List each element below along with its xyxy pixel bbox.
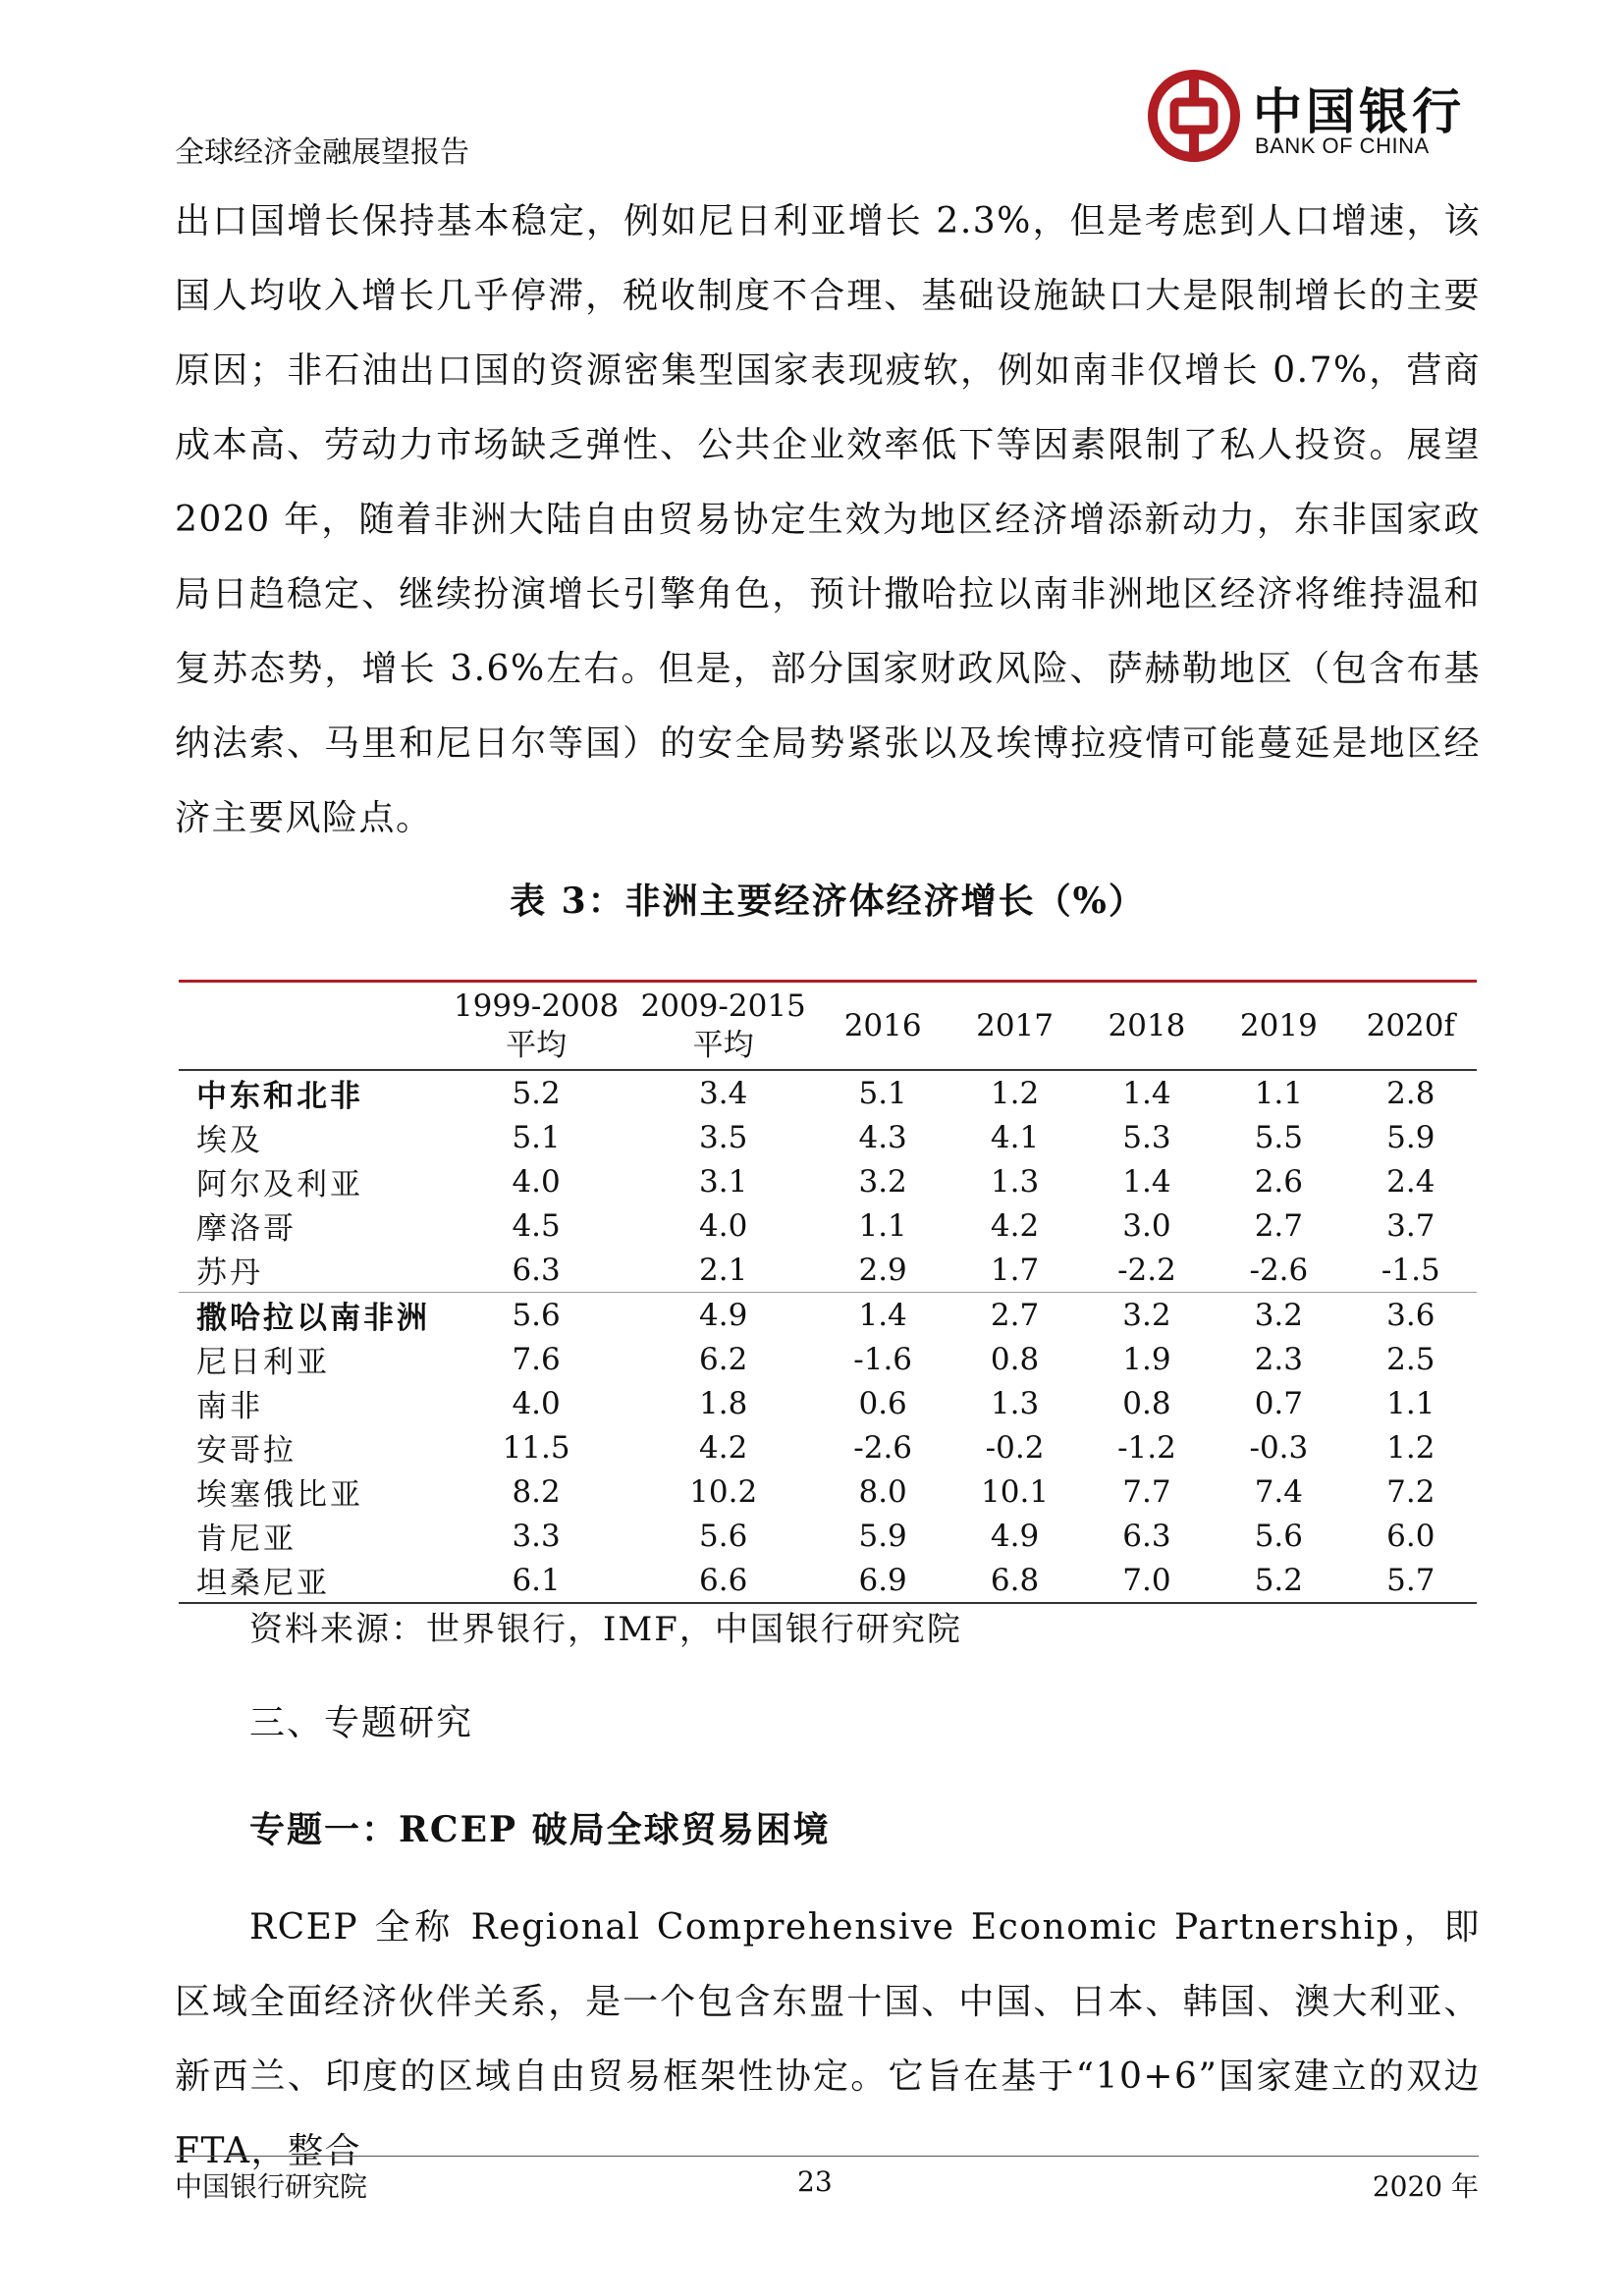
growth-value-cell: 3.6	[1345, 1293, 1477, 1338]
country-name-cell: 安哥拉	[196, 1433, 297, 1468]
growth-value-cell: 5.1	[858, 1075, 907, 1111]
growth-value-cell: 2.7	[1254, 1207, 1304, 1244]
growth-value-cell: 4.2	[990, 1207, 1040, 1244]
header-2009-2015-range: 2009-2015	[640, 988, 806, 1024]
country-name-cell: 坦桑尼亚	[179, 1558, 443, 1603]
growth-value-cell: 3.1	[699, 1163, 748, 1200]
growth-value-cell: 4.0	[512, 1163, 561, 1200]
growth-value-cell: 4.1	[990, 1119, 1040, 1155]
header-blank	[179, 982, 443, 1071]
table-row	[179, 1558, 1477, 1603]
growth-value-cell: 10.2	[689, 1473, 758, 1510]
growth-value-cell: 0.8	[990, 1341, 1040, 1377]
growth-value-cell: 1.4	[1122, 1163, 1171, 1200]
growth-value-cell: 4.9	[629, 1293, 817, 1338]
growth-value-cell: 4.0	[512, 1385, 561, 1421]
country-name-cell: 埃塞俄比亚	[196, 1477, 363, 1513]
growth-value-cell: 0.7	[1254, 1385, 1304, 1421]
growth-value-cell: 2.4	[1386, 1163, 1435, 1200]
growth-value-cell: 1.2	[1386, 1429, 1435, 1466]
growth-value-cell: 6.9	[817, 1558, 948, 1603]
table-row	[179, 1469, 1477, 1514]
header-2016: 2016	[843, 1008, 922, 1043]
growth-value-cell: 1.1	[1386, 1385, 1435, 1421]
topic-heading: 专题一：RCEP 破局全球贸易困境	[249, 1809, 831, 1850]
growth-value-cell: 6.8	[948, 1558, 1080, 1603]
growth-value-cell: 3.7	[1386, 1207, 1435, 1244]
growth-value-cell: 8.0	[858, 1473, 907, 1510]
country-name-cell: 肯尼亚	[196, 1522, 297, 1557]
header-2019: 2019	[1239, 1008, 1318, 1043]
growth-value-cell: -1.6	[853, 1341, 913, 1377]
header-2009-2015	[629, 982, 817, 1071]
growth-value-cell: 2.8	[1386, 1075, 1435, 1111]
header-2020f: 2020f	[1366, 1008, 1455, 1043]
logo-chinese-name: 中国银行	[1253, 82, 1465, 140]
growth-value-cell: 5.7	[1345, 1558, 1477, 1603]
footer-divider	[175, 2156, 1479, 2157]
table-row	[179, 1293, 1477, 1338]
growth-value-cell: 2.6	[1254, 1163, 1304, 1200]
growth-value-cell: 4.0	[699, 1207, 748, 1244]
body-paragraph-africa: 出口国增长保持基本稳定，例如尼日利亚增长 2.3%，但是考虑到人口增速，该国人均收入增长几乎停滞，税收制度不合理、基础设施缺口大是限制增长的主要原因；非石油出口国的资源密集型国家表现疲软，例如南非仅增长 0.7%，营商成本高、劳动力市场缺乏弹性、公共企业效率低下等因素限制了私人投资。展望 2020 年，随着非洲大陆自由贸易协定生效为地区经济增添新动力，东非国家政局日趋稳定、继续扮演增长引擎角色，预计撒哈拉以南非洲地区经济将维持温和复苏态势，增长 3.6%左右。但是，部分国家财政风险、萨赫勒地区（包含布基纳法索、马里和尼日尔等国）的安全局势紧张以及埃博拉疫情可能蔓延是地区经济主要风险点。	[175, 201, 1481, 838]
growth-value-cell: 2.5	[1386, 1341, 1435, 1377]
logo-english-name: BANK OF CHINA	[1255, 133, 1430, 158]
table-row	[179, 1248, 1477, 1293]
country-name-cell: 南非	[196, 1389, 263, 1424]
growth-value-cell: 8.2	[512, 1473, 561, 1510]
footer-institution: 中国银行研究院	[175, 2170, 368, 2203]
region-name-cell: 撒哈拉以南非洲	[179, 1293, 443, 1338]
growth-value-cell: 1.7	[990, 1252, 1040, 1288]
africa-growth-table	[179, 980, 1477, 1604]
growth-value-cell: 5.5	[1254, 1119, 1304, 1155]
growth-value-cell: -2.6	[1249, 1252, 1309, 1288]
growth-value-cell: 3.4	[699, 1075, 748, 1111]
growth-value-cell: -0.3	[1249, 1429, 1309, 1466]
growth-value-cell: 5.6	[1254, 1518, 1304, 1554]
growth-value-cell: 3.2	[1213, 1293, 1344, 1338]
growth-value-cell: -2.2	[1117, 1252, 1176, 1288]
growth-value-cell: 2.9	[858, 1252, 907, 1288]
growth-value-cell: 6.1	[443, 1558, 630, 1603]
growth-value-cell: 1.9	[1122, 1341, 1171, 1377]
growth-value-cell: 6.3	[512, 1252, 561, 1288]
growth-value-cell: 4.3	[858, 1119, 907, 1155]
header-1999-2008-avg: 平均	[506, 1028, 568, 1063]
growth-value-cell: 1.3	[990, 1385, 1040, 1421]
growth-value-cell: 2.1	[699, 1252, 748, 1288]
table-row	[179, 1159, 1477, 1203]
growth-value-cell: 6.3	[1122, 1518, 1171, 1554]
growth-value-cell: 3.5	[699, 1119, 748, 1155]
country-name-cell: 阿尔及利亚	[196, 1167, 363, 1202]
growth-value-cell: 3.0	[1122, 1207, 1171, 1244]
table-header-row	[179, 982, 1477, 1071]
growth-value-cell: 4.2	[699, 1429, 748, 1466]
table-group-ssa	[179, 1293, 1477, 1604]
table-row	[179, 1514, 1477, 1558]
region-name-cell: 中东和北非	[196, 1079, 363, 1114]
table-group-mena	[179, 1070, 1477, 1293]
growth-value-cell: 1.1	[1254, 1075, 1304, 1111]
country-name-cell: 埃及	[196, 1123, 263, 1158]
growth-value-cell: 1.1	[858, 1207, 907, 1244]
growth-value-cell: 7.4	[1254, 1473, 1304, 1510]
header-2018: 2018	[1108, 1008, 1186, 1043]
growth-value-cell: -1.5	[1380, 1252, 1440, 1288]
growth-value-cell: 4.9	[990, 1518, 1040, 1554]
growth-value-cell: 7.0	[1081, 1558, 1213, 1603]
growth-value-cell: 4.5	[512, 1207, 561, 1244]
growth-value-cell: 10.1	[981, 1473, 1050, 1510]
growth-value-cell: 3.2	[858, 1163, 907, 1200]
growth-value-cell: 6.2	[699, 1341, 748, 1377]
growth-value-cell: 3.2	[1081, 1293, 1213, 1338]
growth-value-cell: 5.9	[858, 1518, 907, 1554]
header-2009-2015-avg: 平均	[692, 1028, 754, 1063]
header-1999-2008-range: 1999-2008	[453, 988, 620, 1024]
header-2017: 2017	[976, 1008, 1054, 1043]
table-row	[179, 1381, 1477, 1425]
growth-value-cell: 5.9	[1386, 1119, 1435, 1155]
report-title: 全球经济金融展望报告	[175, 135, 469, 170]
country-name-cell: 尼日利亚	[196, 1345, 330, 1380]
body-paragraph-rcep: RCEP 全称 Regional Comprehensive Economic Partnership，即区域全面经济伙伴关系，是一个包含东盟十国、中国、日本、韩国、澳大利亚、新西兰、印度的区域自由贸易框架性协定。它旨在基于“10+6”国家建立的双边 FTA，整合	[175, 1907, 1481, 2171]
table-caption: 表 3：非洲主要经济体经济增长（%）	[510, 881, 1146, 922]
page-number: 23	[797, 2165, 833, 2198]
growth-value-cell: 0.6	[858, 1385, 907, 1421]
table-row	[179, 1425, 1477, 1469]
country-name-cell: 苏丹	[196, 1255, 263, 1291]
growth-value-cell: 3.3	[512, 1518, 561, 1554]
growth-value-cell: 0.8	[1122, 1385, 1171, 1421]
growth-value-cell: -1.2	[1117, 1429, 1176, 1466]
growth-value-cell: 5.2	[1213, 1558, 1344, 1603]
growth-value-cell: 11.5	[502, 1429, 570, 1466]
table-row	[179, 1337, 1477, 1381]
section-heading: 三、专题研究	[249, 1703, 474, 1743]
growth-value-cell: 1.4	[817, 1293, 948, 1338]
table-row	[179, 1203, 1477, 1248]
bank-of-china-emblem-icon	[1147, 69, 1241, 163]
growth-value-cell: 7.7	[1122, 1473, 1171, 1510]
growth-value-cell: 2.7	[948, 1293, 1080, 1338]
footer-year: 2020 年	[1372, 2170, 1479, 2203]
growth-value-cell: 5.2	[512, 1075, 561, 1111]
growth-value-cell: -2.6	[853, 1429, 913, 1466]
country-name-cell: 摩洛哥	[196, 1211, 297, 1247]
growth-value-cell: 5.3	[1122, 1119, 1171, 1155]
header-1999-2008	[443, 982, 630, 1071]
growth-value-cell: 2.3	[1254, 1341, 1304, 1377]
growth-value-cell: -0.2	[985, 1429, 1045, 1466]
table-row	[179, 1115, 1477, 1159]
growth-value-cell: 1.4	[1122, 1075, 1171, 1111]
table-source: 资料来源：世界银行，IMF，中国银行研究院	[249, 1610, 962, 1649]
table-row	[179, 1070, 1477, 1115]
growth-value-cell: 5.1	[512, 1119, 561, 1155]
bank-logo	[1147, 69, 1481, 167]
growth-value-cell: 6.6	[629, 1558, 817, 1603]
growth-value-cell: 6.0	[1386, 1518, 1435, 1554]
growth-value-cell: 1.8	[699, 1385, 748, 1421]
growth-value-cell: 5.6	[443, 1293, 630, 1338]
growth-value-cell: 1.2	[990, 1075, 1040, 1111]
growth-value-cell: 7.6	[512, 1341, 561, 1377]
growth-value-cell: 1.3	[990, 1163, 1040, 1200]
growth-value-cell: 7.2	[1386, 1473, 1435, 1510]
growth-value-cell: 5.6	[699, 1518, 748, 1554]
